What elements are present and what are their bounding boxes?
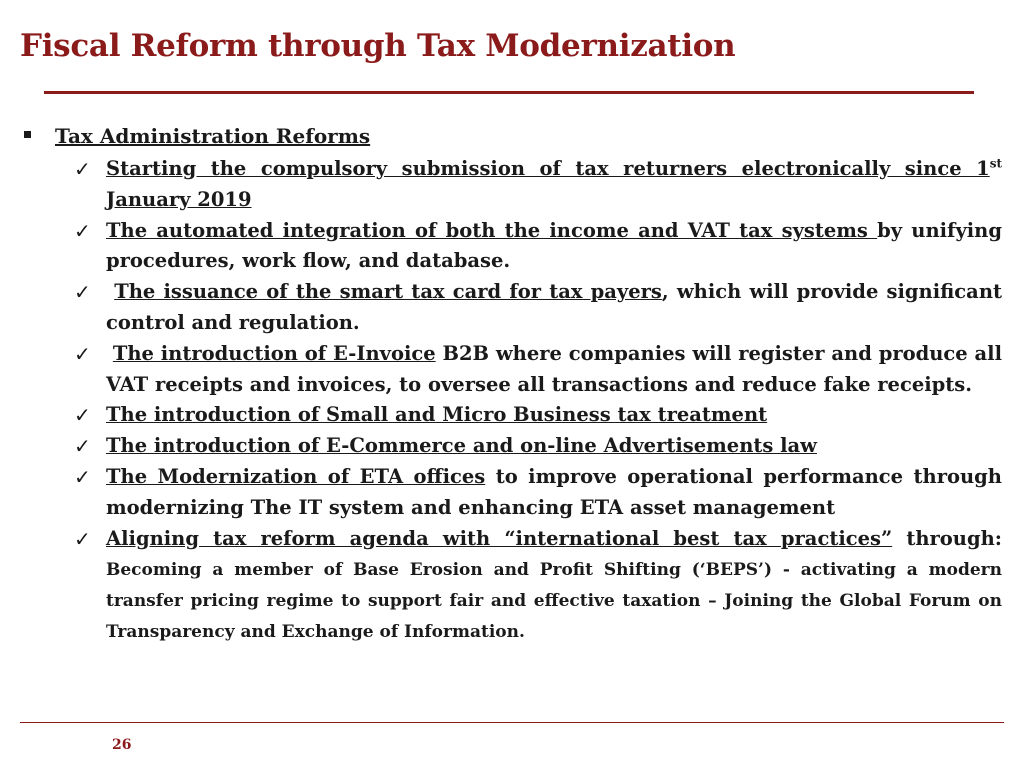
checkmark-icon: ✓ [74, 434, 91, 459]
list-item [72, 339, 1002, 401]
section-heading [22, 124, 1002, 148]
item-text: B2B where companies will register and produce all VAT receipts and invoices, to oversee all transactions and reduce fake receipts. [106, 341, 1002, 396]
item-text: by unifying procedures, work flow, and database. [106, 218, 1002, 273]
square-bullet-icon [24, 131, 31, 138]
item-underlined-text: The introduction of E-Commerce and on-line Advertisements law [106, 434, 817, 458]
list-item [72, 216, 1002, 278]
checkmark-icon: ✓ [74, 280, 91, 305]
checkmark-icon: ✓ [74, 526, 91, 551]
checkmark-icon: ✓ [74, 403, 91, 428]
page-number: 26 [112, 737, 132, 753]
item-underlined-text: The Modernization of ETA offices [106, 464, 486, 488]
item-underlined-text: The issuance of the smart tax card for tax payers [114, 280, 662, 304]
item-small-text: Becoming a member of Base Erosion and Profit Shifting (‘BEPS’) - activating a modern transfer pricing regime to support fair and effective taxation – Joining the Global Forum on Transparency and Exchange of Information. [106, 560, 1002, 642]
item-text: , which will provide significant control and regulation. [106, 280, 1003, 334]
item-text: to improve operational performance through modernizing The IT system and enhancing ETA asset management [106, 464, 1002, 519]
checkmark-icon: ✓ [74, 218, 91, 243]
list-item [72, 154, 1002, 216]
checkmark-icon: ✓ [74, 341, 91, 366]
list-item [72, 431, 1002, 462]
slide-title: Fiscal Reform through Tax Modernization [20, 28, 736, 64]
reform-list [72, 154, 1002, 647]
item-underlined-text: The automated integration of both the income and VAT tax systems [106, 218, 878, 242]
item-underlined-text: Aligning tax reform agenda with “international best tax practices” [106, 526, 893, 550]
checkmark-icon: ✓ [74, 157, 91, 181]
item-underlined-text: Starting the compulsory submission of tax returners electronically since 1 [106, 157, 990, 180]
item-underlined-text: The introduction of E-Invoice [112, 341, 436, 365]
item-text: through: [892, 526, 1002, 550]
list-item [72, 277, 1002, 339]
item-superscript: st [989, 156, 1002, 171]
list-item [72, 400, 1002, 431]
list-item [72, 462, 1002, 524]
section-heading-label: Tax Administration Reforms [55, 124, 371, 148]
list-item [72, 524, 1002, 647]
item-underlined-text-continued: January 2019 [106, 187, 252, 211]
footer-divider [20, 722, 1004, 723]
checkmark-icon: ✓ [74, 464, 91, 489]
title-divider [44, 91, 974, 94]
item-underlined-text: The introduction of Small and Micro Business tax treatment [106, 403, 768, 427]
